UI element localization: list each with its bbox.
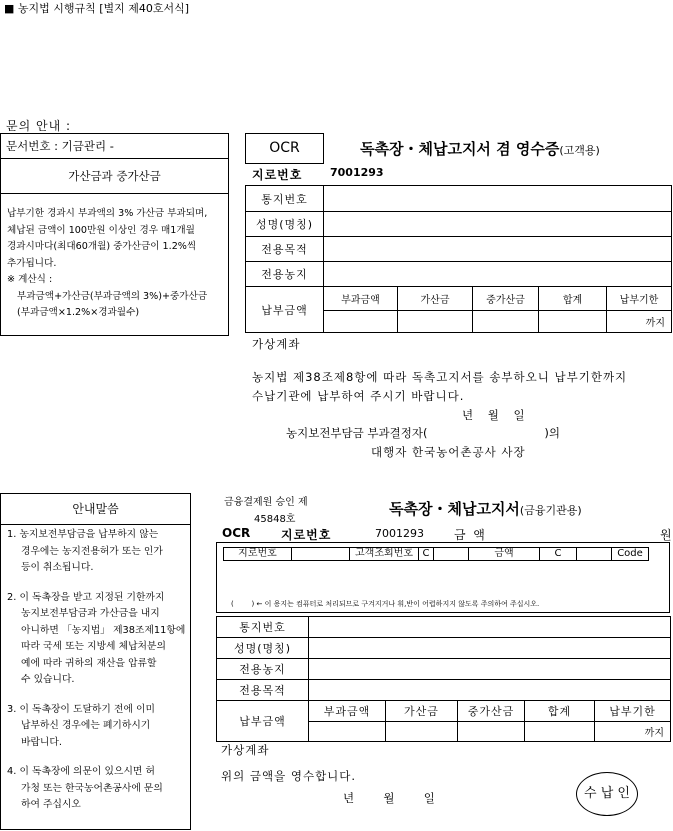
bank-name-label: 성명(명칭) [217, 638, 309, 659]
notice-date: 년 월 일 [462, 408, 525, 422]
guide-box [0, 493, 191, 830]
penalty-description [1, 194, 228, 322]
strip-c2: C [539, 547, 577, 561]
name-value [324, 212, 672, 237]
receipt-title-text: 독촉장・체납고지서 겸 영수증 [360, 140, 560, 158]
giro-number: 7001293 [330, 166, 384, 179]
bank-pay-label: 납부금액 [217, 701, 309, 742]
bank-heavy-surcharge-header: 중가산금 [458, 701, 525, 722]
guide-item [7, 527, 190, 577]
left-info-box [0, 133, 229, 336]
bank-due-header: 납부기한 [595, 701, 671, 722]
ocr-note: ( ) ← 이 용지는 컴퓨터로 처리되므로 구겨지거나 휘,반이 어렵하지지 않도록 주의하여 주십시오. [231, 600, 540, 608]
due-until: 까지 [607, 311, 672, 333]
strip-lookup: 고객조회번호 [349, 547, 419, 561]
form-reference: ■ 농지법 시행규칙 [별지 제40호서식] [4, 2, 190, 15]
penalty-title: 가산금과 중가산금 [1, 159, 228, 194]
approval-label: 금융결제원 승인 제 [224, 497, 308, 508]
bank-purpose-label: 전용목적 [217, 680, 309, 701]
strip-giro: 지로번호 [223, 547, 292, 561]
farmland-label: 전용농지 [246, 262, 324, 287]
heavy-surcharge-header: 중가산금 [473, 287, 539, 311]
bottom-info-table [216, 616, 671, 742]
bank-total-header: 합계 [525, 701, 595, 722]
guide-line: 하여 주십시오 [21, 799, 81, 810]
bank-giro-label: 지로번호 [281, 528, 332, 542]
guide-item [7, 764, 190, 814]
notice-line-2: 수납기관에 납부하여 주시기 바랍니다. [252, 389, 465, 403]
won-label: 원 [660, 528, 672, 542]
bank-surcharge-header: 가산금 [386, 701, 458, 722]
guide-title: 안내말씀 [1, 494, 190, 525]
guide-line: 아니하면 「농지법」 제38조제11항에 [21, 624, 186, 636]
penalty-line: 체납된 금액이 100만원 이상인 경우 매1개월 [7, 224, 195, 236]
strip-c1: C [418, 547, 434, 561]
notice-no-value [324, 186, 672, 212]
calc-line: 부과금액+가산금(부과금액의 3%)+중가산금 [17, 290, 208, 302]
guide-line: 가청 또는 한국농어촌공사에 문의 [21, 782, 163, 794]
guide-line: 경우에는 농지전용허가 또는 인가 [21, 545, 163, 557]
guide-line: 농지보전부담금과 가산금을 내지 [21, 608, 160, 619]
guide-line: 3. 이 독촉장이 도달하기 전에 이미 [7, 703, 155, 715]
purpose-value [324, 237, 672, 262]
bank-heavy-surcharge-value [458, 722, 525, 742]
strip-amount: 금액 [468, 547, 540, 561]
guide-line: 납부하신 경우에는 폐기하시기 [21, 720, 151, 731]
receipt-statement: 위의 금액을 영수합니다. [221, 769, 357, 783]
guide-line: 수 있습니다. [21, 674, 75, 685]
document-number: 문서번호 : 기금관리 - [1, 134, 228, 159]
guide-list [1, 525, 190, 814]
bank-title [389, 498, 582, 519]
guide-line: 예에 따라 귀하의 재산을 압류할 [21, 657, 157, 669]
bank-charge-value [309, 722, 386, 742]
guide-item [7, 702, 190, 752]
guide-line: 4. 이 독촉장에 의문이 있으시면 허 [7, 766, 155, 777]
top-info-table [245, 185, 672, 333]
approval-number: 45848호 [254, 514, 296, 525]
bank-notice-value [309, 617, 671, 638]
name-label: 성명(명칭) [246, 212, 324, 237]
calc-line: (부과금액×1.2%×경과월수) [17, 307, 140, 318]
giro-label: 지로번호 [252, 168, 303, 182]
issuer-line: 농지보전부담금 부과결정자( )의 [286, 426, 561, 440]
inquiry-label: 문의 안내 : [6, 119, 72, 133]
guide-item [7, 590, 190, 689]
pay-amount-label: 납부금액 [246, 287, 324, 333]
surcharge-header: 가산금 [398, 287, 473, 311]
receipt-title-suffix: (고객용) [559, 144, 600, 157]
ocr-box: OCR [245, 133, 324, 164]
penalty-line: 경과시마다(최대60개월) 중가산금이 1.2%씩 [7, 241, 197, 252]
purpose-label: 전용목적 [246, 237, 324, 262]
bank-date: 년 월 일 [343, 791, 435, 805]
bank-surcharge-value [386, 722, 458, 742]
receipt-title [360, 138, 600, 159]
guide-line: 바랍니다. [21, 736, 62, 748]
strip-code: Code [611, 547, 649, 561]
virtual-account-label: 가상계좌 [252, 337, 301, 351]
charge-value [324, 311, 398, 333]
bank-total-value [525, 722, 595, 742]
heavy-surcharge-value [473, 311, 539, 333]
farmland-value [324, 262, 672, 287]
bank-farmland-value [309, 659, 671, 680]
total-value [539, 311, 607, 333]
bank-notice-label: 통지번호 [217, 617, 309, 638]
notice-no-label: 통지번호 [246, 186, 324, 212]
total-header: 합계 [539, 287, 607, 311]
surcharge-value [398, 311, 473, 333]
agent-line: 대행자 한국농어촌공사 사장 [371, 445, 526, 459]
guide-line: 따라 국세 또는 지방세 체납처분의 [21, 641, 166, 652]
charge-header: 부과금액 [324, 287, 398, 311]
strip-lookup-value [433, 547, 469, 561]
guide-line: 등이 취소됩니다. [21, 562, 94, 573]
bank-purpose-value [309, 680, 671, 701]
bank-giro-number: 7001293 [375, 527, 424, 540]
guide-line: 2. 이 독촉장을 받고 지정된 기한까지 [7, 591, 165, 603]
ocr-field-row [223, 547, 653, 561]
penalty-line: 납부기한 경과시 부과액의 3% 가산금 부과되며, [7, 208, 208, 219]
bank-virtual-account: 가상계좌 [221, 743, 270, 757]
bank-farmland-label: 전용농지 [217, 659, 309, 680]
strip-amount-value [576, 547, 612, 561]
ocr-strip [216, 542, 670, 613]
receipt-stamp: 수 납 인 [576, 772, 638, 816]
strip-giro-value [291, 547, 350, 561]
bank-name-value [309, 638, 671, 659]
bank-ocr: OCR [222, 526, 251, 540]
penalty-line: 추가됩니다. [7, 257, 57, 269]
bank-due-until: 까지 [595, 722, 671, 742]
bank-charge-header: 부과금액 [309, 701, 386, 722]
bank-title-suffix: (금융기관용) [519, 504, 582, 517]
bank-title-text: 독촉장・체납고지서 [389, 500, 520, 518]
due-date-header: 납부기한 [607, 287, 672, 311]
guide-line: 1. 농지보전부담금을 납부하지 않는 [7, 529, 159, 540]
notice-line-1: 농지법 제38조제8항에 따라 독촉고지서를 송부하오니 납부기한까지 [252, 370, 628, 384]
bank-amount-label: 금 액 [454, 528, 485, 542]
calc-label: ※ 계산식 : [7, 274, 53, 285]
